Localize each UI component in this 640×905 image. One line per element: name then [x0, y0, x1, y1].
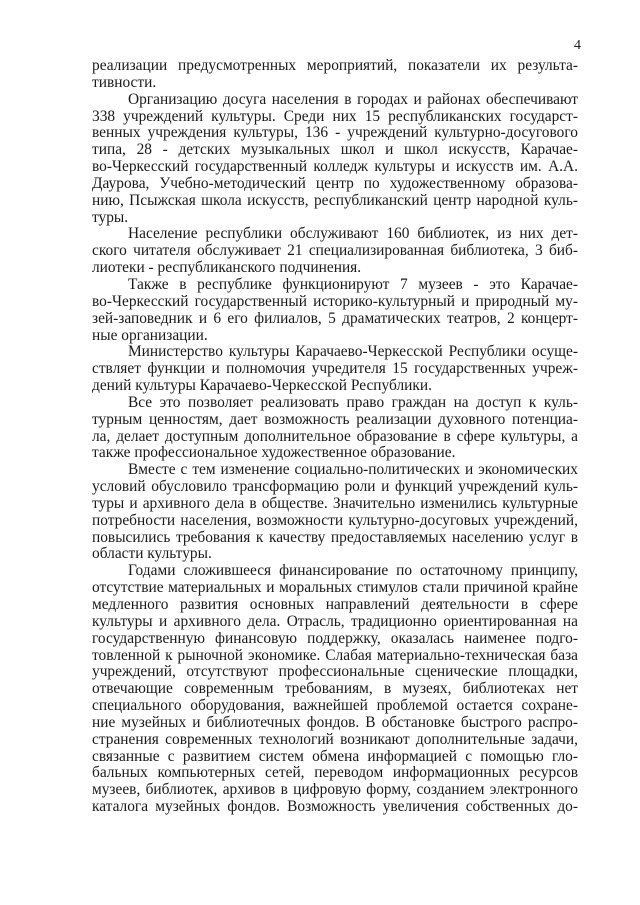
text-line: ла, делает доступным дополнительное образование в сфере культуры, а [92, 427, 578, 445]
text-line: ствляет функции и полномочия учредителя 15 государственных учреж- [92, 360, 578, 378]
text-line: бальных компьютерных сетей, переводом информационных ресурсов [92, 764, 578, 782]
text-line: Министерство культуры Карачаево-Черкесской Республики осуще- [128, 343, 578, 361]
paragraph [92, 462, 578, 563]
text-line: реализации предусмотренных мероприятий, показатели их результа- [92, 57, 578, 74]
document-body [92, 58, 578, 816]
text-line: Вместе с тем изменение социально-политических и экономических [128, 461, 578, 479]
text-line: государственную финансовую поддержку, оказалась наименее подго- [92, 629, 578, 647]
paragraph [92, 344, 578, 395]
text-line: во-Черкесский государственный колледж культуры и искусств им. А.А. [92, 158, 578, 176]
paragraph [92, 58, 578, 92]
text-line: специального оборудования, важнейшей проблемой остается сохране- [92, 697, 578, 715]
text-line: нию, Псыжская школа искусств, республиканский центр народной куль- [92, 191, 578, 209]
text-line: турным ценностям, дает возможность реализации духовного потенциа- [92, 410, 578, 428]
text-line: дений культуры Карачаево-Черкесской Республики. [92, 377, 432, 395]
paragraph [92, 277, 578, 344]
paragraph [92, 395, 578, 462]
text-line: учреждений, отсутствуют профессиональные сценические площадки, [92, 663, 578, 681]
text-line: Все это позволяет реализовать право граждан на доступ к куль- [128, 393, 578, 411]
text-line: каталога музейных фондов. Возможность увеличения собственных до- [92, 798, 578, 816]
text-line: потребности населения, возможности культурно-досуговых учреждений, [92, 511, 578, 529]
text-line: Население республики обслуживают 160 библиотек, из них дет- [128, 225, 578, 243]
text-line: тивности. [92, 73, 157, 91]
text-line: отвечающие современным требованиям, в музеях, библиотеках нет [92, 680, 578, 698]
paragraph [92, 226, 578, 277]
paragraph [92, 563, 578, 816]
text-line: во-Черкесский государственный историко-культурный и природный му- [92, 292, 578, 310]
text-line: лиотеки - республиканского подчинения. [92, 259, 362, 277]
text-line: Организацию досуга населения в городах и районах обеспечивают [128, 90, 578, 108]
text-line: Даурова, Учебно-методический центр по художественному образова- [92, 174, 578, 192]
text-line: 338 учреждений культуры. Среди них 15 республиканских государст- [92, 107, 578, 125]
text-line: Также в республике функционируют 7 музеев - это Карачае- [128, 275, 578, 293]
text-line: условий обусловило трансформацию роли и функций учреждений куль- [92, 478, 578, 496]
text-line: музеев, библиотек, архивов в цифровую форму, созданием электронного [92, 781, 578, 799]
text-line: ные организации. [92, 326, 208, 344]
text-line: странения современных технологий возникают дополнительные задачи, [92, 730, 578, 748]
text-line: также профессиональное художественное образование. [92, 444, 456, 462]
text-line: связанные с развитием систем обмена информацией с помощью гло- [92, 747, 578, 765]
text-line: товленной к рыночной экономике. Слабая материально-техническая база [92, 646, 578, 664]
text-line: повысились требования к качеству предоставляемых населению услуг в [92, 528, 578, 546]
page-number: 4 [574, 38, 581, 53]
text-line: культуры и архивного дела. Отрасль, традиционно ориентированная на [92, 612, 578, 630]
paragraph [92, 92, 578, 227]
text-line: ние музейных и библиотечных фондов. В обстановке быстрого распро- [92, 713, 578, 731]
text-line: туры и архивного дела в обществе. Значительно изменились культурные [92, 494, 578, 512]
text-line: области культуры. [92, 545, 212, 563]
text-line: венных учреждения культуры, 136 - учреждений культурно-досугового [92, 124, 578, 142]
text-line: ского читателя обслуживает 21 специализированная библиотека, 3 биб- [92, 242, 578, 260]
text-line: медленного развития основных направлений деятельности в сфере [92, 596, 578, 613]
text-line: отсутствие материальных и моральных стимулов стали причиной крайне [92, 579, 578, 597]
text-line: зей-заповедник и 6 его филиалов, 5 драматических театров, 2 концерт- [92, 309, 578, 327]
text-line: Годами сложившееся финансирование по остаточному принципу, [128, 562, 578, 580]
text-line: туры. [92, 208, 129, 226]
text-line: типа, 28 - детских музыкальных школ и школ искусств, Карачае- [92, 141, 578, 159]
